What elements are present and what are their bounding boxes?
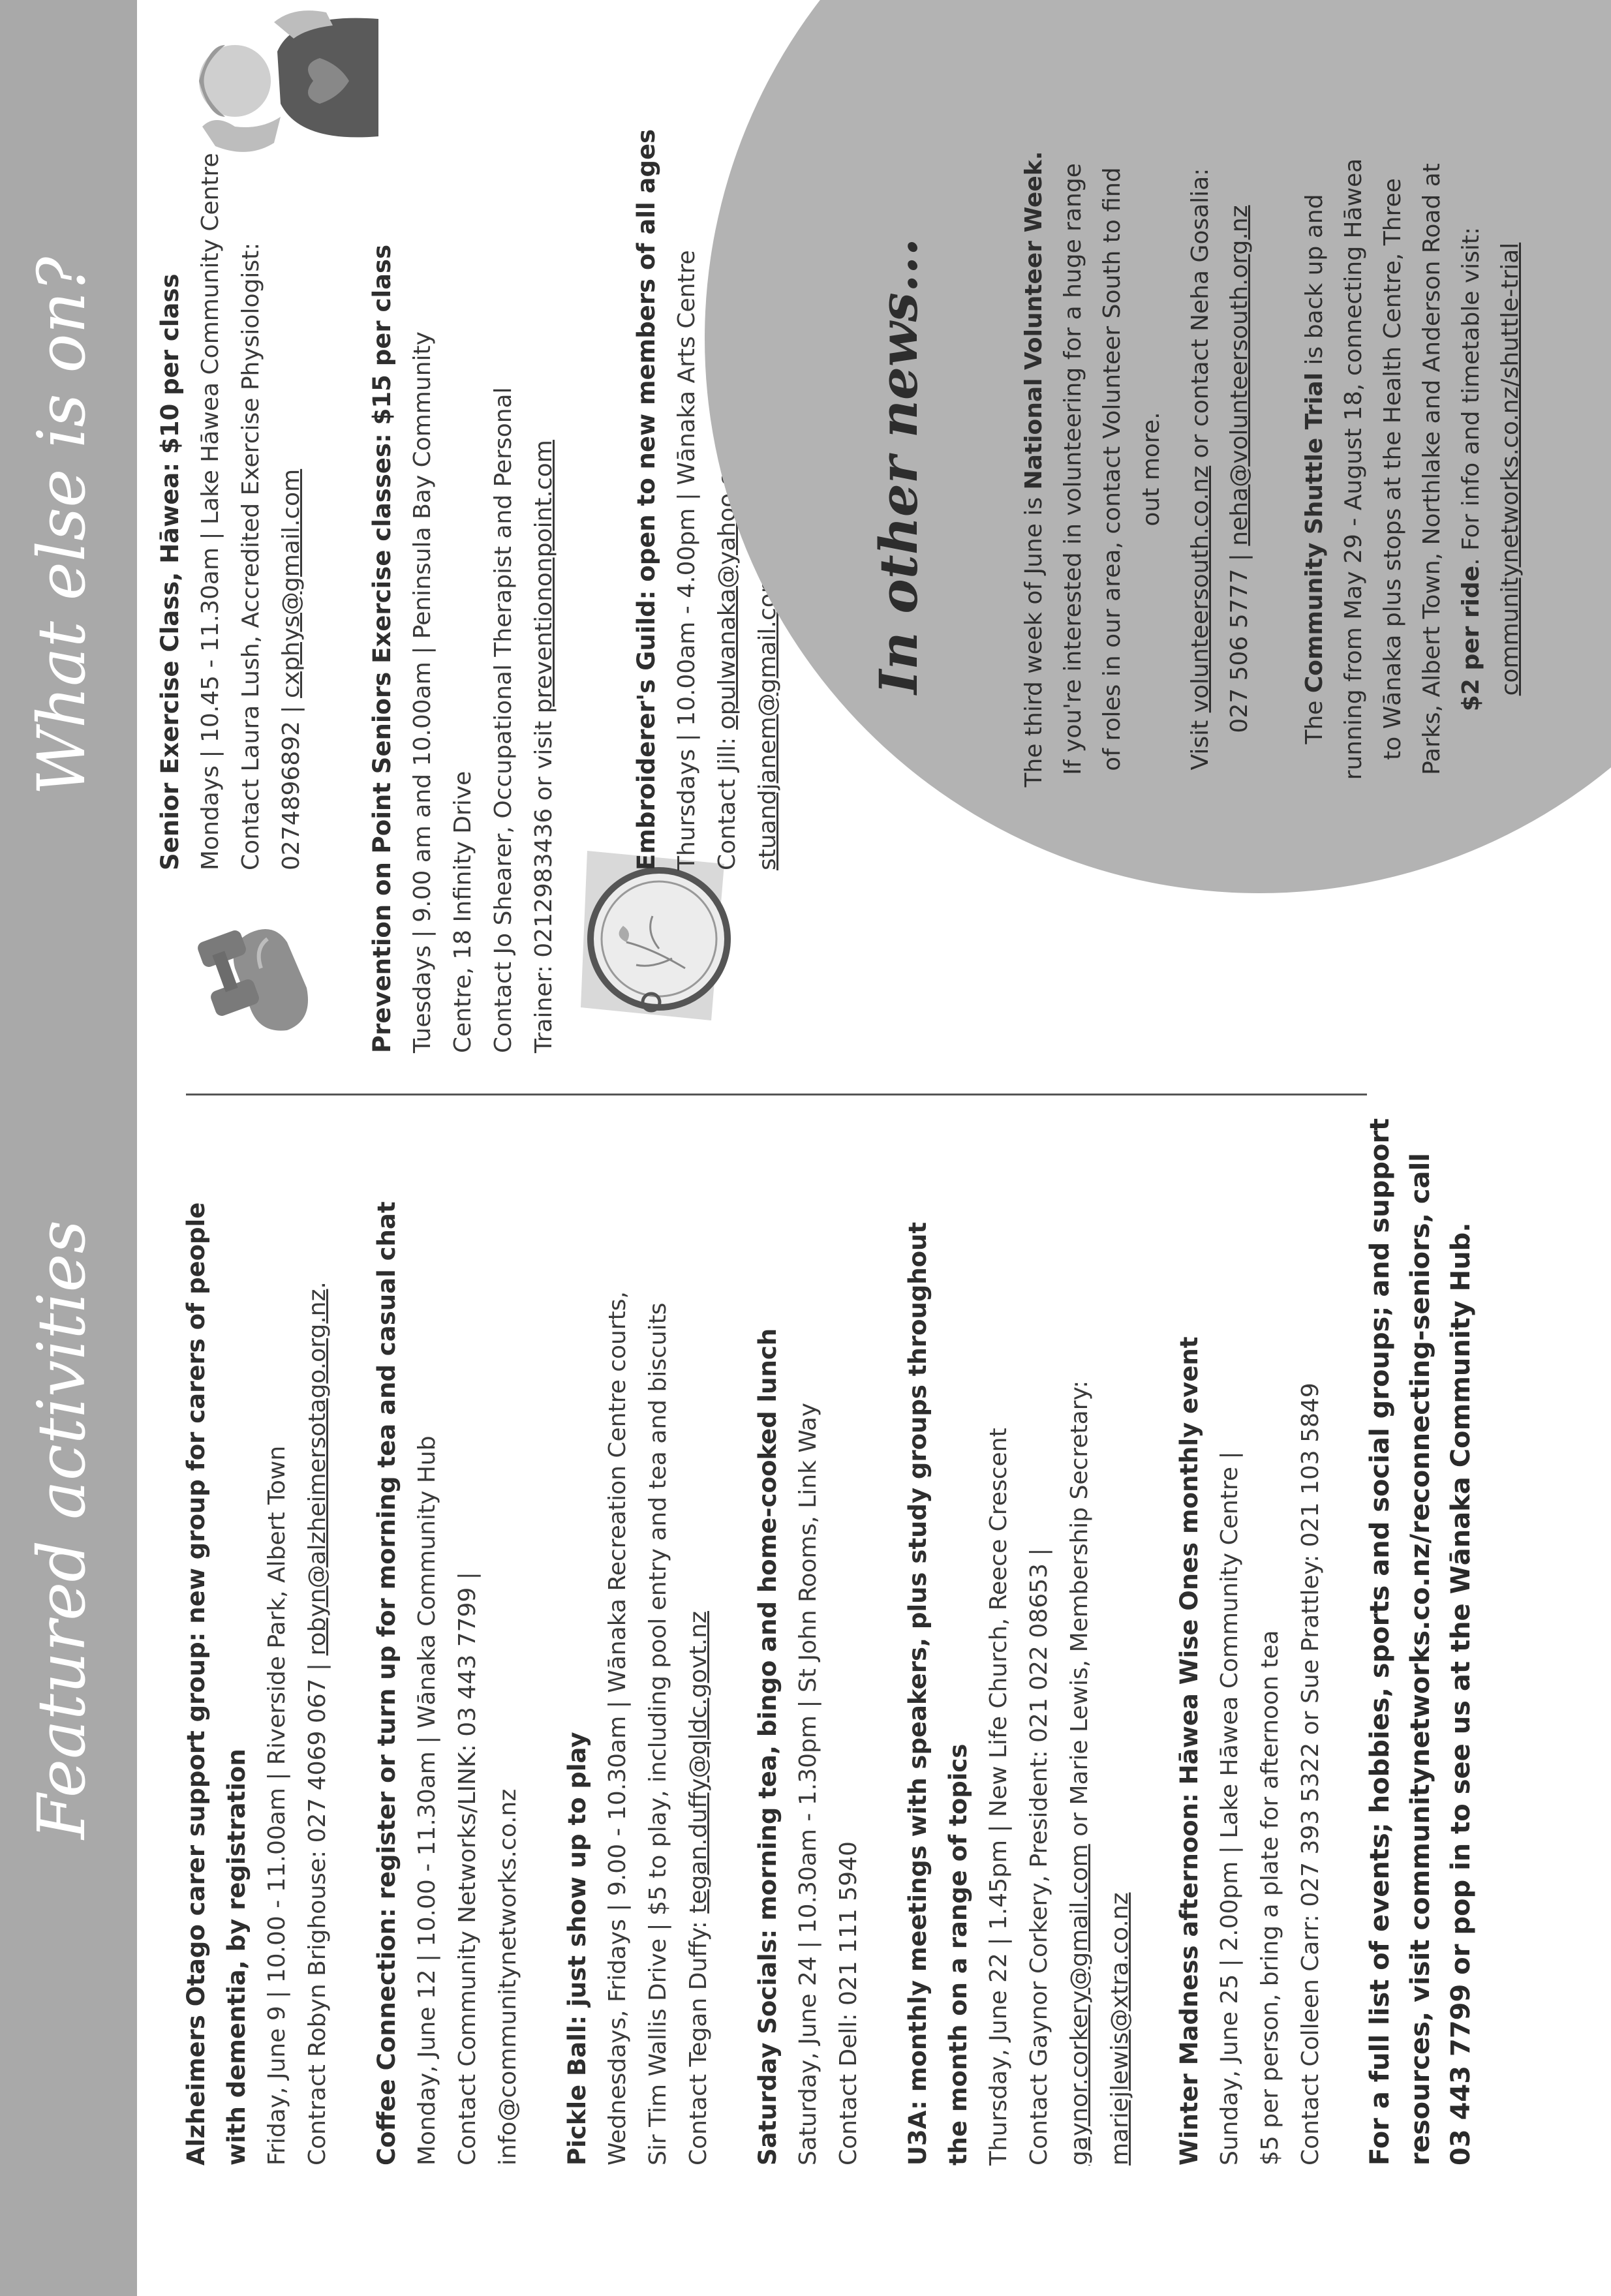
contact-text: or Marie Lewis, Membership Secretary: [1066, 1380, 1093, 1844]
news-volunteer-week [1015, 58, 1171, 880]
header-band [0, 0, 137, 2296]
activity-contact-cont [1100, 1115, 1141, 2166]
activity-coffee-connection [367, 1115, 529, 2166]
activity-contact: Contact Gaynor Corkery, President: 021 022 08653 | [1026, 1548, 1052, 2166]
footer-line: resources, visit communitynetworks.co.nz/reconnecting-seniors, call [1405, 1153, 1435, 2166]
news-line: running from May 29 - August 18, connecting Hāwea [1340, 158, 1367, 780]
news-line [1015, 58, 1054, 880]
activity-contact: Contact Jo Shearer, Occupational Therapist and Personal [490, 387, 517, 1053]
footer-line: 03 443 7799 or pop in to see us at the Wānaka Community Hub. [1446, 1222, 1476, 2166]
activity-contact: Contact Colleen Carr: 027 393 5322 or Sue Prattley: 021 103 5849 [1297, 1383, 1324, 2166]
news-line [1491, 58, 1530, 880]
activity-detail: Sir Tim Wallis Drive | $5 to play, including pool entry and tea and biscuits [645, 1302, 671, 2166]
news-text: . For info and timetable visit: [1458, 226, 1484, 566]
activity-title: Pickle Ball: just show up to play [563, 1732, 591, 2166]
activity-detail: Thursdays | 10.00am - 4.00pm | Wānaka Arts Centre [673, 250, 700, 870]
activity-winter-madness [1169, 1115, 1331, 2166]
senior-exercise-class [150, 87, 312, 870]
email-link[interactable]: robyn@alzheimersotago.org.nz [304, 1289, 331, 1656]
activity-contact: Contact Dell: 021 111 5940 [835, 1841, 862, 2166]
contact-text: Contract Robyn Brighouse: 027 4069 067 | [304, 1655, 331, 2166]
contact-text: Contact Jill: [714, 729, 741, 870]
activity-title: Senior Exercise Class, Hāwea: $10 per class [156, 273, 184, 870]
news-text: 027 506 5777 | [1226, 545, 1253, 733]
activity-alzheimers [176, 1115, 338, 2166]
news-text: Visit [1187, 712, 1214, 771]
column-divider [186, 1094, 1367, 1095]
activity-detail: Tuesdays | 9.00 am and 10.00am | Peninsula Bay Community [409, 331, 436, 1053]
featured-activities-heading: Featured activities [23, 1219, 100, 1839]
news-line: Parks, Albert Town, Northlake and Anderson Road at [1419, 163, 1445, 775]
dumbbell-icon [189, 896, 320, 1047]
activity-pickle-ball [557, 1115, 719, 2166]
news-heading: In other news... [868, 237, 929, 694]
activity-contact-cont [524, 205, 564, 1053]
news-shuttle-trial [1295, 58, 1530, 880]
featured-activities-list [176, 1115, 1481, 2166]
news-line [1452, 58, 1491, 880]
activity-title: Saturday Socials: morning tea, bingo and home-cooked lunch [754, 1328, 782, 2166]
email-link[interactable]: gaynor.corkery@gmail.com [1066, 1844, 1093, 2166]
activity-contact-cont [1060, 1115, 1100, 2166]
activity-title: Embroiderer's Guild: open to new members of all ages [632, 129, 660, 870]
news-line: out more. [1138, 412, 1165, 527]
punctuation: . [304, 1281, 331, 1289]
news-line: of roles in our area, contact Volunteer South to find [1099, 167, 1126, 771]
news-highlight: National Volunteer Week. [1020, 151, 1047, 490]
activity-title-cont: the month on a range of topics [944, 1743, 972, 2166]
news-text: or contact Neha Gosalia: [1187, 168, 1214, 466]
activity-saturday-socials [748, 1115, 869, 2166]
footer-note [1360, 1115, 1481, 2166]
news-text: The third week of June is [1020, 489, 1047, 788]
activity-title: Alzheimers Otago carer support group: new group for carers of people [182, 1202, 210, 2166]
email-link[interactable]: tegan.duffy@qldc.govt.nz [685, 1611, 712, 1914]
contact-text: Contact Tegan Duffy: [685, 1913, 712, 2166]
footer-line: For a full list of events; hobbies, sports and social groups; and support [1365, 1118, 1395, 2166]
website-link[interactable]: volunteersouth.co.nz [1187, 465, 1214, 713]
what-else-heading: What else is on? [23, 256, 100, 795]
email-link[interactable]: mariejlewis@xtra.co.nz [1107, 1892, 1133, 2166]
news-line: If you're interested in volunteering for a huge range [1060, 163, 1086, 775]
activity-title-cont: with dementia, by registration [222, 1749, 251, 2166]
news-line [1220, 58, 1259, 880]
news-highlight: Community Shuttle Trial [1301, 372, 1328, 694]
activity-email: info@communitynetworks.co.nz [495, 1788, 521, 2166]
news-volunteer-contact [1181, 58, 1259, 880]
activity-detail: Wednesdays, Fridays | 9.00 - 10.30am | Wānaka Recreation Centre courts, [604, 1291, 631, 2166]
contact-text: Trainer: 0212983436 or visit [530, 713, 557, 1053]
activity-detail: Mondays | 10.45 - 11.30am | Lake Hāwea Community Centre [197, 153, 224, 870]
activity-title: U3A: monthly meetings with speakers, plus study groups throughout [904, 1221, 932, 2166]
activity-title: Winter Madness afternoon: Hāwea Wise Ones monthly event [1175, 1336, 1203, 2166]
news-line [1181, 58, 1220, 880]
news-text: The [1301, 693, 1328, 744]
activity-detail: Sunday, June 25 | 2.00pm | Lake Hāwea Community Centre | [1216, 1451, 1243, 2166]
activity-contact: Contact Laura Lush, Accredited Exercise Physiologist: [238, 242, 264, 870]
activity-contact [298, 1115, 338, 2166]
email-link[interactable]: cxphys@gmail.com [278, 468, 305, 698]
activity-contact: Contact Community Networks/LINK: 03 443 7799 | [454, 1572, 481, 2166]
website-link[interactable]: preventiononpoint.com [530, 440, 557, 714]
activity-detail: Thursday, June 22 | 1.45pm | New Life Church, Reece Crescent [985, 1428, 1012, 2166]
email-link[interactable]: stuandjanem@gmail.com [754, 570, 781, 870]
activity-u3a [898, 1115, 1141, 2166]
activity-title: Prevention on Point Seniors Exercise classes: $15 per class [368, 244, 396, 1053]
news-highlight: $2 per ride [1458, 565, 1484, 712]
prevention-on-point [362, 205, 564, 1053]
news-line: to Wānaka plus stops at the Health Centre, Three [1379, 178, 1406, 760]
news-text: is back up and [1301, 194, 1328, 373]
contact-text: 0274896892 | [278, 697, 305, 870]
activity-detail: Saturday, June 24 | 10.30am - 1.30pm | St John Rooms, Link Way [795, 1402, 821, 2166]
activity-detail: Friday, June 9 | 10.00 - 11.00am | Riverside Park, Albert Town [264, 1445, 290, 2166]
activity-detail: $5 per person, bring a plate for afternoon tea [1257, 1630, 1283, 2166]
email-link[interactable]: opulwanaka@yahoo.co.nz [714, 424, 741, 730]
website-link[interactable]: communitynetworks.co.nz/shuttle-trial [1497, 242, 1524, 696]
activity-contact [679, 1115, 719, 2166]
activity-detail: Monday, June 12 | 10.00 - 11.30am | Wānaka Community Hub [414, 1435, 440, 2166]
news-line [1295, 58, 1334, 880]
activity-detail: Centre, 18 Infinity Drive [450, 771, 476, 1053]
activity-title: Coffee Connection: register or turn up for morning tea and casual chat [373, 1201, 401, 2166]
email-link[interactable]: neha@volunteersouth.org.nz [1226, 205, 1253, 546]
activity-contact-cont [271, 87, 312, 870]
